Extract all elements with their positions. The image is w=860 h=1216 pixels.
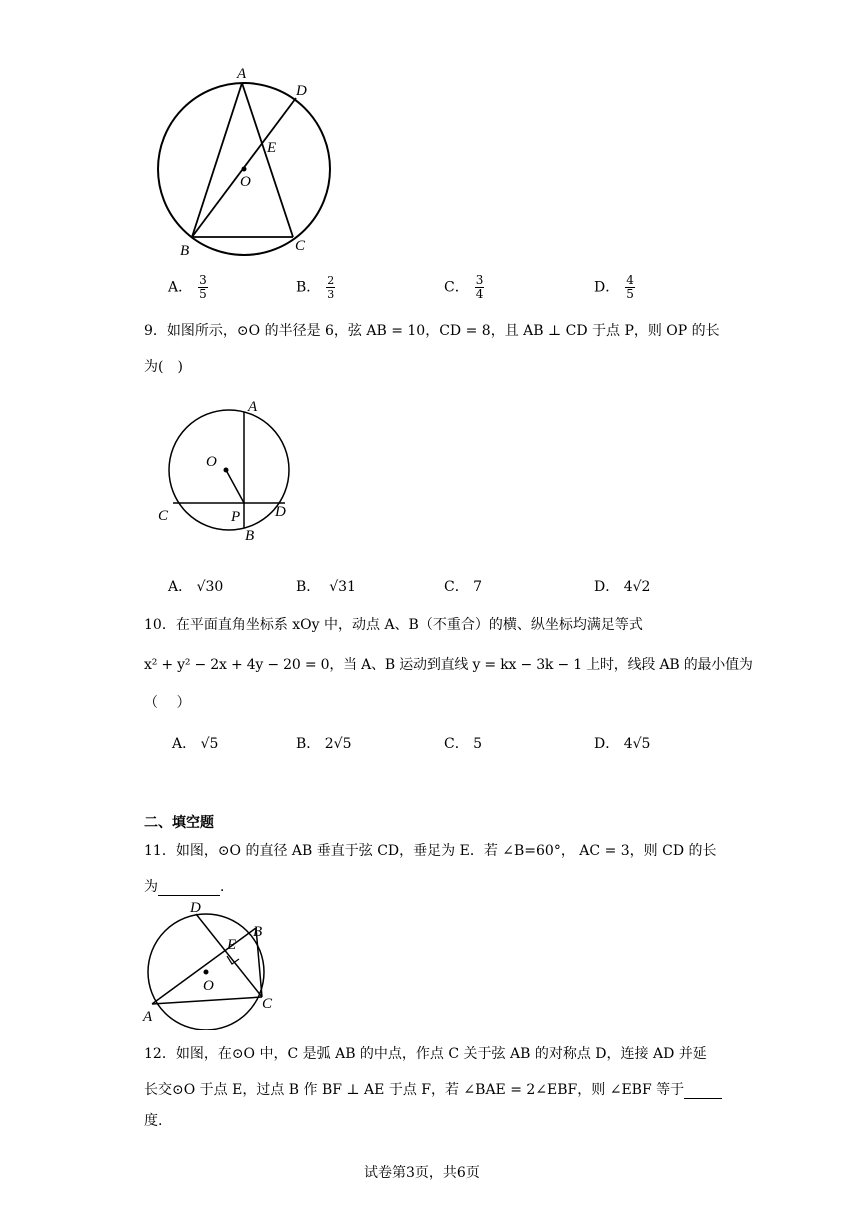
q12-stem-line2 <box>144 1079 722 1099</box>
q10-option-c[interactable]: C． 5 <box>444 736 483 752</box>
page-footer: 试卷第3页，共6页 <box>364 1165 480 1181</box>
fig8-label-C: C <box>295 238 306 254</box>
fig9-label-C: C <box>158 508 169 524</box>
q9-option-b[interactable]: B． √31 <box>296 579 356 595</box>
q12-answer-blank[interactable] <box>684 1082 722 1099</box>
fig9-label-P: P <box>231 509 241 525</box>
q8-option-c[interactable]: C． $\frac{3}{4}$ <box>444 273 484 301</box>
q8-option-b[interactable]: B． $\frac{2}{3}$ <box>296 274 335 301</box>
fig9-label-B: B <box>245 528 255 544</box>
fig9-label-D: D <box>275 504 286 520</box>
fig8-label-O: O <box>240 174 251 190</box>
q9-stem-line2: 为( ) <box>144 359 183 375</box>
fig8-label-A: A <box>237 66 247 82</box>
fig11-label-E: E <box>227 937 237 953</box>
q9-option-d[interactable]: D． 4√2 <box>594 579 651 595</box>
q11-answer-blank[interactable] <box>158 879 220 896</box>
q9-option-c[interactable]: C． 7 <box>444 579 483 595</box>
q10-stem-line2: x² + y² − 2x + 4y − 20 = 0，当 A、B 运动到直线 y = kx − 3k − 1 上时，线段 AB 的最小值为 <box>144 657 753 673</box>
q12-line2-text: 长交⊙O 于点 E，过点 B 作 BF ⊥ AE 于点 F，若 ∠BAE = 2∠EBF，则 ∠EBF 等于 <box>144 1082 685 1098</box>
q11-figure <box>140 896 290 1030</box>
q12-stem-line3: 度. <box>144 1113 163 1129</box>
q10-option-a[interactable]: A． √5 <box>172 736 219 752</box>
fig11-label-B: B <box>253 924 263 940</box>
q10-option-d[interactable]: D． 4√5 <box>594 736 651 752</box>
q11-line2-prefix: 为 <box>144 879 158 895</box>
fig8-label-E: E <box>267 140 277 156</box>
q9-figure <box>155 394 305 546</box>
q10-stem-line1: 10．在平面直角坐标系 xOy 中，动点 A、B（不重合）的横、纵坐标均满足等式 <box>144 617 643 633</box>
q11-stem-line1: 11．如图，⊙O 的直径 AB 垂直于弦 CD，垂足为 E．若 ∠B=60°， AC = 3，则 CD 的长 <box>144 843 717 859</box>
q11-line2-suffix: ． <box>220 879 234 895</box>
q8-option-a[interactable]: A． $\frac{3}{5}$ <box>168 273 207 301</box>
fig8-label-B: B <box>180 243 190 259</box>
q8-option-d[interactable]: D． $\frac{4}{5}$ <box>594 273 634 301</box>
fig11-label-D: D <box>190 900 201 916</box>
q9-option-a[interactable]: A． √30 <box>168 579 224 595</box>
fig8-label-D: D <box>296 83 307 99</box>
fig11-label-C: C <box>262 996 273 1012</box>
q9-stem-line1: 9．如图所示，⊙O 的半径是 6，弦 AB = 10，CD = 8，且 AB ⊥ CD 于点 P，则 OP 的长 <box>144 323 720 339</box>
fig11-label-A: A <box>143 1009 153 1025</box>
q11-stem-line2 <box>144 876 234 896</box>
section-heading-fill-in: 二、填空题 <box>144 815 214 831</box>
q10-option-b[interactable]: B． 2√5 <box>296 736 352 752</box>
q8-figure <box>150 62 350 262</box>
fig9-label-O: O <box>206 454 217 470</box>
q12-stem-line1: 12．如图，在⊙O 中，C 是弧 AB 的中点，作点 C 关于弦 AB 的对称点 D，连接 AD 并延 <box>144 1046 707 1062</box>
fig9-label-A: A <box>248 399 258 415</box>
q10-stem-line3: （ ） <box>144 695 191 711</box>
fig11-label-O: O <box>203 978 214 994</box>
